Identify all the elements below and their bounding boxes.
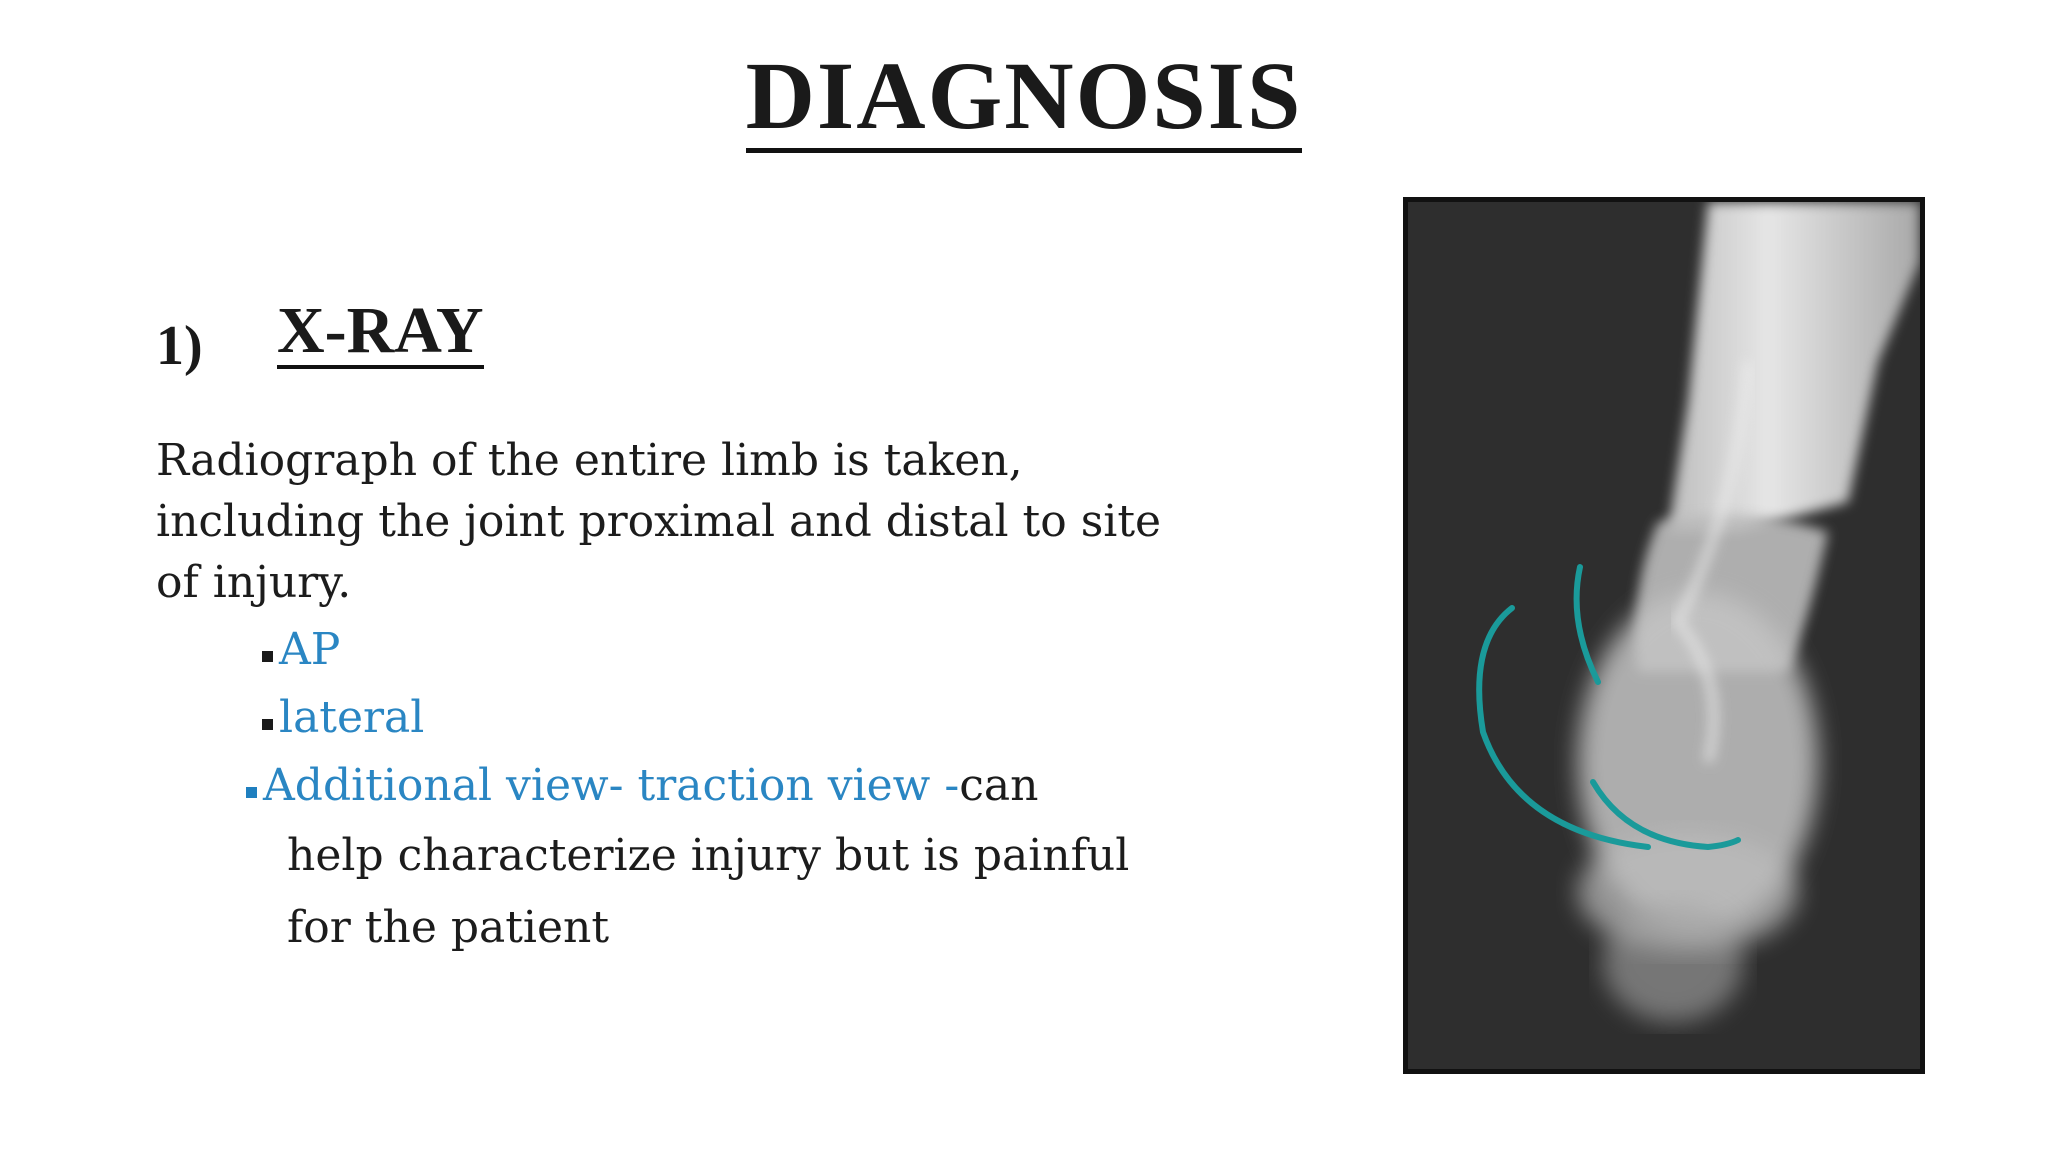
bullet-marker-icon [262, 719, 273, 730]
distal-bone-shape [1603, 902, 1743, 1022]
section-number: 1) [156, 315, 203, 377]
bullet-marker-icon [262, 651, 273, 662]
bullet-item-lateral [262, 684, 1162, 752]
bullet-text: AP [279, 624, 341, 675]
paragraph-line: Radiograph of the entire limb is taken, [156, 435, 1023, 486]
slide-title [0, 42, 2048, 153]
section-heading: X-RAY [277, 296, 484, 369]
xray-image [1403, 197, 1925, 1074]
xray-illustration [1408, 202, 1920, 1069]
bullet-continuation: help characterize injury but is painful [287, 830, 1130, 881]
bullet-text-highlight: Additional view- traction view - [263, 760, 960, 811]
description-paragraph [156, 430, 1216, 613]
view-bullet-list [262, 616, 1162, 964]
slide-title-text: DIAGNOSIS [746, 48, 1303, 153]
bullet-item-additional-view [246, 752, 1162, 820]
paragraph-line: including the joint proximal and distal to site [156, 496, 1162, 547]
bullet-text: can [959, 760, 1039, 811]
bullet-text: lateral [279, 692, 425, 743]
bullet-continuation: for the patient [287, 902, 610, 953]
bullet-marker-icon [246, 787, 257, 798]
paragraph-line: of injury. [156, 557, 352, 608]
bullet-item-ap [262, 616, 1162, 684]
